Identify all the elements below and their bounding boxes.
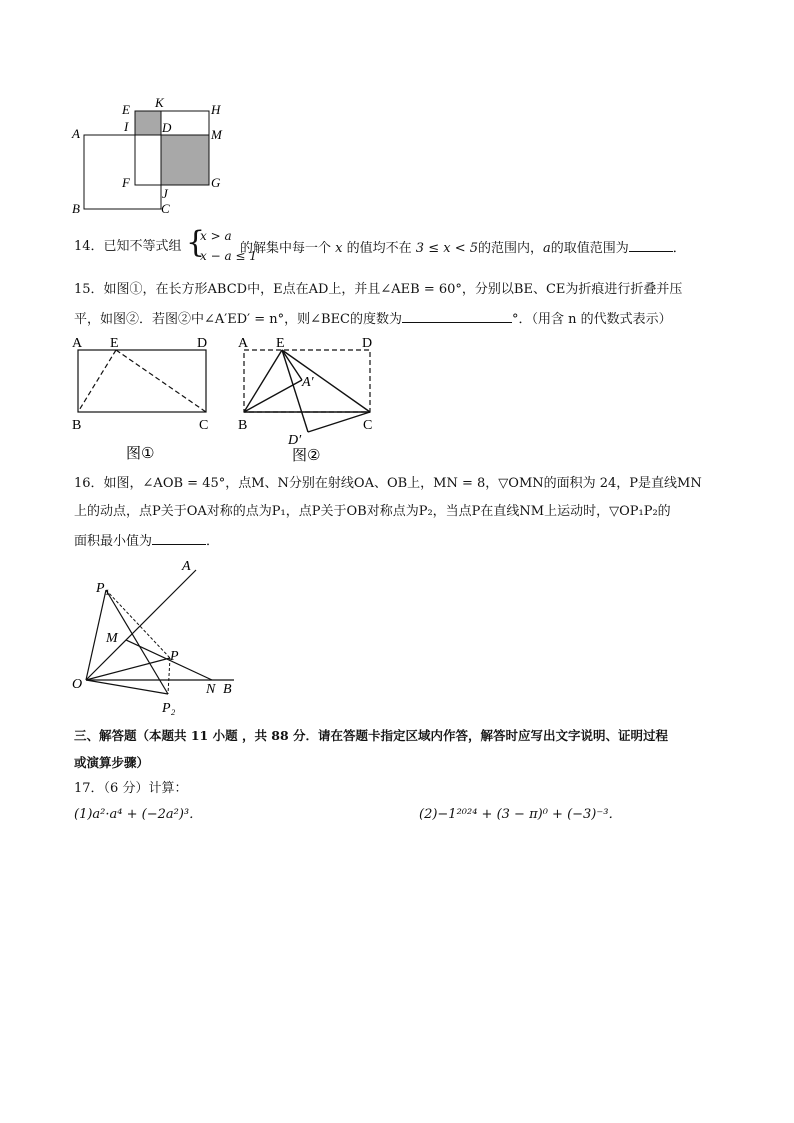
question-14 [74, 238, 182, 256]
q14-var-x: x [335, 241, 343, 256]
fig1-label-D: D [197, 336, 208, 351]
fig2-label-D-prime: D′ [288, 433, 302, 448]
fold-ce [116, 350, 206, 412]
q15-line2-post: °．（用含 n 的代数式表示） [512, 312, 672, 327]
seg-op2 [86, 680, 168, 694]
q17-part2: (2)−1²⁰²⁴ + (3 − π)⁰ + (−3)⁻³． [419, 807, 622, 822]
seg-ed1 [282, 350, 308, 432]
fig16-label-N: N [206, 682, 216, 697]
seg-p1p-dashed [106, 590, 170, 658]
q14-text-post: 的取值范围为 [550, 241, 629, 256]
label-M: M [211, 127, 222, 142]
section3-title: 三、解答题（本题共 11 小题 ，共 88 分．请在答题卡指定区域内作答，解答时应写出文字说明、证明过程 [74, 728, 669, 743]
fig2-label-D: D [362, 336, 373, 351]
label-H: H [211, 102, 221, 117]
q14-text-end: ． [672, 241, 686, 256]
fig1-label-E: E [110, 336, 119, 351]
fig1-label-A: A [72, 336, 83, 351]
label-J: J [162, 186, 168, 201]
q15-line1: 15．如图①，在长方形ABCD中，E点在AD上，并且∠AEB = 60°，分别以BE、CE为折痕进行折叠并压 [74, 282, 683, 297]
q14-system-line1: x > a [200, 229, 232, 243]
q14-text-pre: 已知不等式组 [103, 239, 182, 254]
q15-line2 [74, 309, 672, 329]
fig1-label-B: B [72, 418, 82, 433]
q16-line1: 16．如图，∠AOB = 45°，点M、N分别在射线OA、OB上，MN = 8，▽OMN的面积为 24，P是直线MN [74, 476, 702, 491]
fig2-caption: 图② [292, 446, 321, 464]
q14-text-mid: 的解集中每一个 [240, 241, 332, 256]
fig16-label-A: A [182, 559, 191, 574]
fig2-label-E: E [276, 336, 285, 351]
label-K: K [155, 95, 164, 110]
q17-heading: 17．（6 分）计算： [74, 781, 188, 796]
fig2-label-A-prime: A′ [302, 375, 314, 390]
q14-var-a: a [543, 241, 551, 256]
fig1-label-C: C [199, 418, 209, 433]
fig2-label-A: A [238, 336, 249, 351]
fig16-label-P2: P₂ [162, 701, 176, 716]
fig16-label-P: P [170, 649, 179, 664]
label-D: D [162, 120, 172, 135]
label-A: A [72, 126, 80, 141]
section3-title-2: 或演算步骤） [74, 755, 150, 770]
q14-number: 14． [74, 239, 104, 254]
seg-eb [244, 350, 282, 412]
label-I: I [124, 119, 129, 134]
shape-gray-ik [135, 111, 161, 135]
figure-q16 [66, 556, 246, 716]
q16-line3-post: ． [206, 534, 220, 549]
label-B: B [72, 201, 80, 216]
figure-q15-1 [66, 332, 226, 468]
fig2-label-C: C [363, 418, 373, 433]
q15-line2-pre: 平，如图②．若图②中∠A′ED′ = n°，则∠BEC的度数为 [74, 312, 403, 327]
q16-line3 [74, 531, 219, 551]
q16-answer-blank[interactable] [152, 531, 206, 545]
label-C: C [161, 201, 170, 216]
label-G: G [211, 175, 221, 190]
fig16-label-B: B [223, 682, 232, 697]
shape-square-abc [84, 135, 161, 209]
fold-be [78, 350, 116, 412]
q14-system-line2: x − a ≤ 1 [200, 249, 257, 263]
label-F: F [122, 175, 130, 190]
fig2-label-B: B [238, 418, 248, 433]
label-E: E [122, 102, 130, 117]
q15-answer-blank[interactable] [402, 309, 512, 323]
fig16-label-P1: P₁ [96, 581, 110, 596]
fig16-label-O: O [72, 677, 83, 692]
q17-part1: (1)a²·a⁴ + (−2a²)³． [74, 807, 203, 822]
q14-answer-blank[interactable] [629, 238, 673, 252]
q14-text-mid3: 的范围内， [478, 241, 544, 256]
q14-text-rest [240, 238, 686, 258]
q14-range: 3 ≤ x < 5 [415, 241, 478, 256]
shape-gray-dmg [161, 135, 209, 185]
q14-text-mid2: 的值均不在 [346, 241, 412, 256]
figure-q15-2 [232, 332, 392, 468]
q16-line3-pre: 面积最小值为 [74, 534, 153, 549]
seg-op1 [86, 590, 106, 680]
seg-d1c [308, 412, 373, 433]
q16-line2: 上的动点，点P关于OA对称的点为P₁，点P关于OB对称点为P₂，当点P在直线NM上运动时，▽OP₁P₂的 [74, 504, 671, 519]
figure-q13 [60, 95, 240, 225]
seg-ea1 [282, 350, 302, 380]
seg-ec [282, 350, 370, 412]
q14-brace: { [186, 225, 206, 260]
fig1-caption: 图① [126, 444, 155, 462]
fig16-label-M: M [106, 631, 118, 646]
